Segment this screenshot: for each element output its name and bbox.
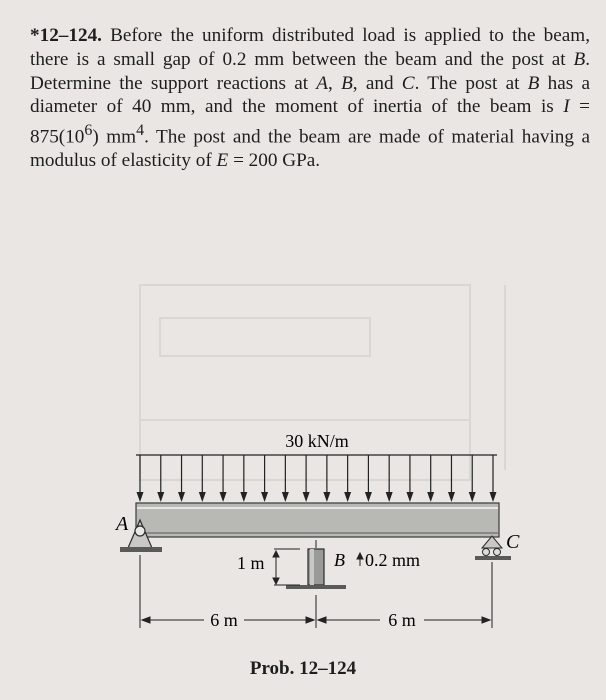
load-label: 30 kN/m — [285, 431, 349, 451]
beam-figure — [0, 250, 606, 700]
load-arrow-head — [199, 492, 206, 502]
text-part: Before the uniform distributed load is applied to the beam, there is a small gap of 0.2 mm between the beam and the post at — [30, 25, 590, 70]
text-part: A — [316, 72, 329, 94]
load-arrows — [137, 455, 497, 502]
gap-label: 0.2 mm — [365, 550, 421, 570]
load-arrow-head — [282, 492, 289, 502]
text-part: B — [573, 48, 586, 70]
text-part: B — [341, 72, 353, 94]
figure-caption: Prob. 12–124 — [249, 658, 357, 679]
text-part: 4 — [136, 122, 145, 140]
load-arrow-head — [137, 492, 144, 502]
load-arrow-head — [323, 492, 330, 502]
load-arrow-head — [386, 492, 393, 502]
text-part: I — [563, 96, 570, 118]
load-arrow-head — [344, 492, 351, 502]
load-arrow-head — [261, 492, 268, 502]
text-part: = 200 GPa. — [228, 150, 321, 172]
load-arrow-head — [490, 492, 497, 502]
load-arrow-head — [469, 492, 476, 502]
load-arrow-head — [178, 492, 185, 502]
text-part: ) mm — [92, 126, 137, 148]
text-part: C — [401, 72, 415, 94]
load-arrow-head — [427, 492, 434, 502]
load-arrow-head — [157, 492, 164, 502]
load-arrow-head — [220, 492, 227, 502]
load-arrow-head — [448, 492, 455, 502]
label-a: A — [116, 513, 129, 535]
load-arrow-head — [303, 492, 310, 502]
post-height-dimension — [273, 549, 300, 585]
problem-number: *12–124. — [30, 25, 102, 46]
post-height-label: 1 m — [237, 553, 265, 573]
text-part: . The post and the beam are made of material having a modulus of elasticity of — [30, 126, 590, 172]
text-part: . The post at — [414, 72, 528, 94]
distributed-load — [136, 455, 497, 502]
label-b: B — [334, 550, 345, 570]
problem-statement — [30, 24, 590, 173]
text-part: 6 — [84, 122, 93, 140]
text-part: , — [328, 72, 342, 94]
load-arrow-head — [406, 492, 413, 502]
load-arrow-head — [365, 492, 372, 502]
text-part: has a diameter of 40 mm, and the moment of inertia of the beam is — [30, 72, 590, 118]
span-right-label: 6 m — [388, 610, 416, 630]
text-part: B — [527, 72, 540, 94]
text-part: . Determine the support reactions at — [30, 48, 590, 94]
label-c: C — [506, 531, 520, 553]
load-arrow-head — [240, 492, 247, 502]
span-left-label: 6 m — [210, 610, 238, 630]
text-part: = 875(10 — [30, 96, 590, 148]
text-part: , and — [352, 72, 402, 94]
text-part: E — [216, 150, 229, 172]
